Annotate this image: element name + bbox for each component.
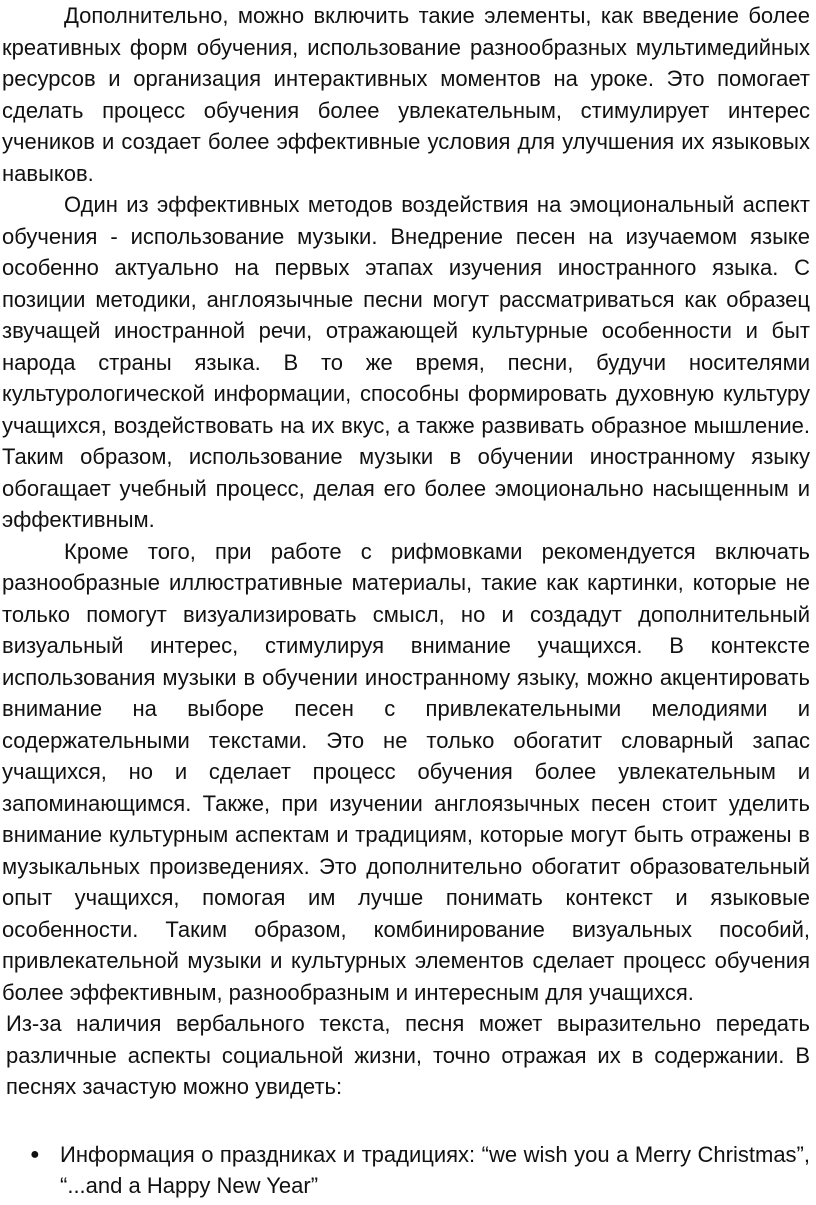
paragraph-4: Из-за наличия вербального текста, песня может выразительно передать различные аспекты социальной жизни, точно отражая их в содержании. В песнях зачастую можно увидеть: bbox=[6, 1011, 810, 1099]
paragraph-1: Дополнительно, можно включить такие элементы, как введение более креативных форм обучения, использование разнообразных мультимедийных ресурсов и организация интерактивных моментов на уроке. Это помогает сделать процесс обучения более увлекательным, стимулирует интерес учеников и создает более эффективные условия для улучшения их языковых навыков. bbox=[2, 3, 810, 186]
bullet-list bbox=[0, 1139, 810, 1202]
list-item bbox=[0, 1139, 810, 1202]
bullet-icon: ● bbox=[30, 1145, 40, 1163]
paragraph-2: Один из эффективных методов воздействия на эмоциональный аспект обучения - использование музыки. Внедрение песен на изучаемом языке особенно актуально на первых этапах изучения иностранного языка. С позиции методики, англоязычные песни могут рассматриваться как образец звучащей иностранной речи, отражающей культурные особенности и быт народа страны языка. В то же время, песни, будучи носителями культурологической информации, способны формировать духовную культуру учащихся, воздействовать на их вкус, а также развивать образное мышление. Таким образом, использование музыки в обучении иностранному языку обогащает учебный процесс, делая его более эмоционально насыщенным и эффективным. bbox=[2, 192, 810, 532]
paragraph-3: Кроме того, при работе с рифмовками рекомендуется включать разнообразные иллюстративные материалы, такие как картинки, которые не только помогут визуализировать смысл, но и создадут дополнительный визуальный интерес, стимулируя внимание учащихся. В контексте использования музыки в обучении иностранному языку, можно акцентировать внимание на выборе песен с привлекательными мелодиями и содержательными текстами. Это не только обогатит словарный запас учащихся, но и сделает процесс обучения более увлекательным и запоминающимся. Также, при изучении англоязычных песен стоит уделить внимание культурным аспектам и традициям, которые могут быть отражены в музыкальных произведениях. Это дополнительно обогатит образовательный опыт учащихся, помогая им лучше понимать контекст и языковые особенности. Таким образом, комбинирование визуальных пособий, привлекательной музыки и культурных элементов сделает процесс обучения более эффективным, разнообразным и интересным для учащихся. bbox=[2, 538, 810, 1005]
list-item-text: Информация о праздниках и традициях: “we wish you a Merry Christmas”, “...and a Happy New Year” bbox=[60, 1141, 810, 1198]
